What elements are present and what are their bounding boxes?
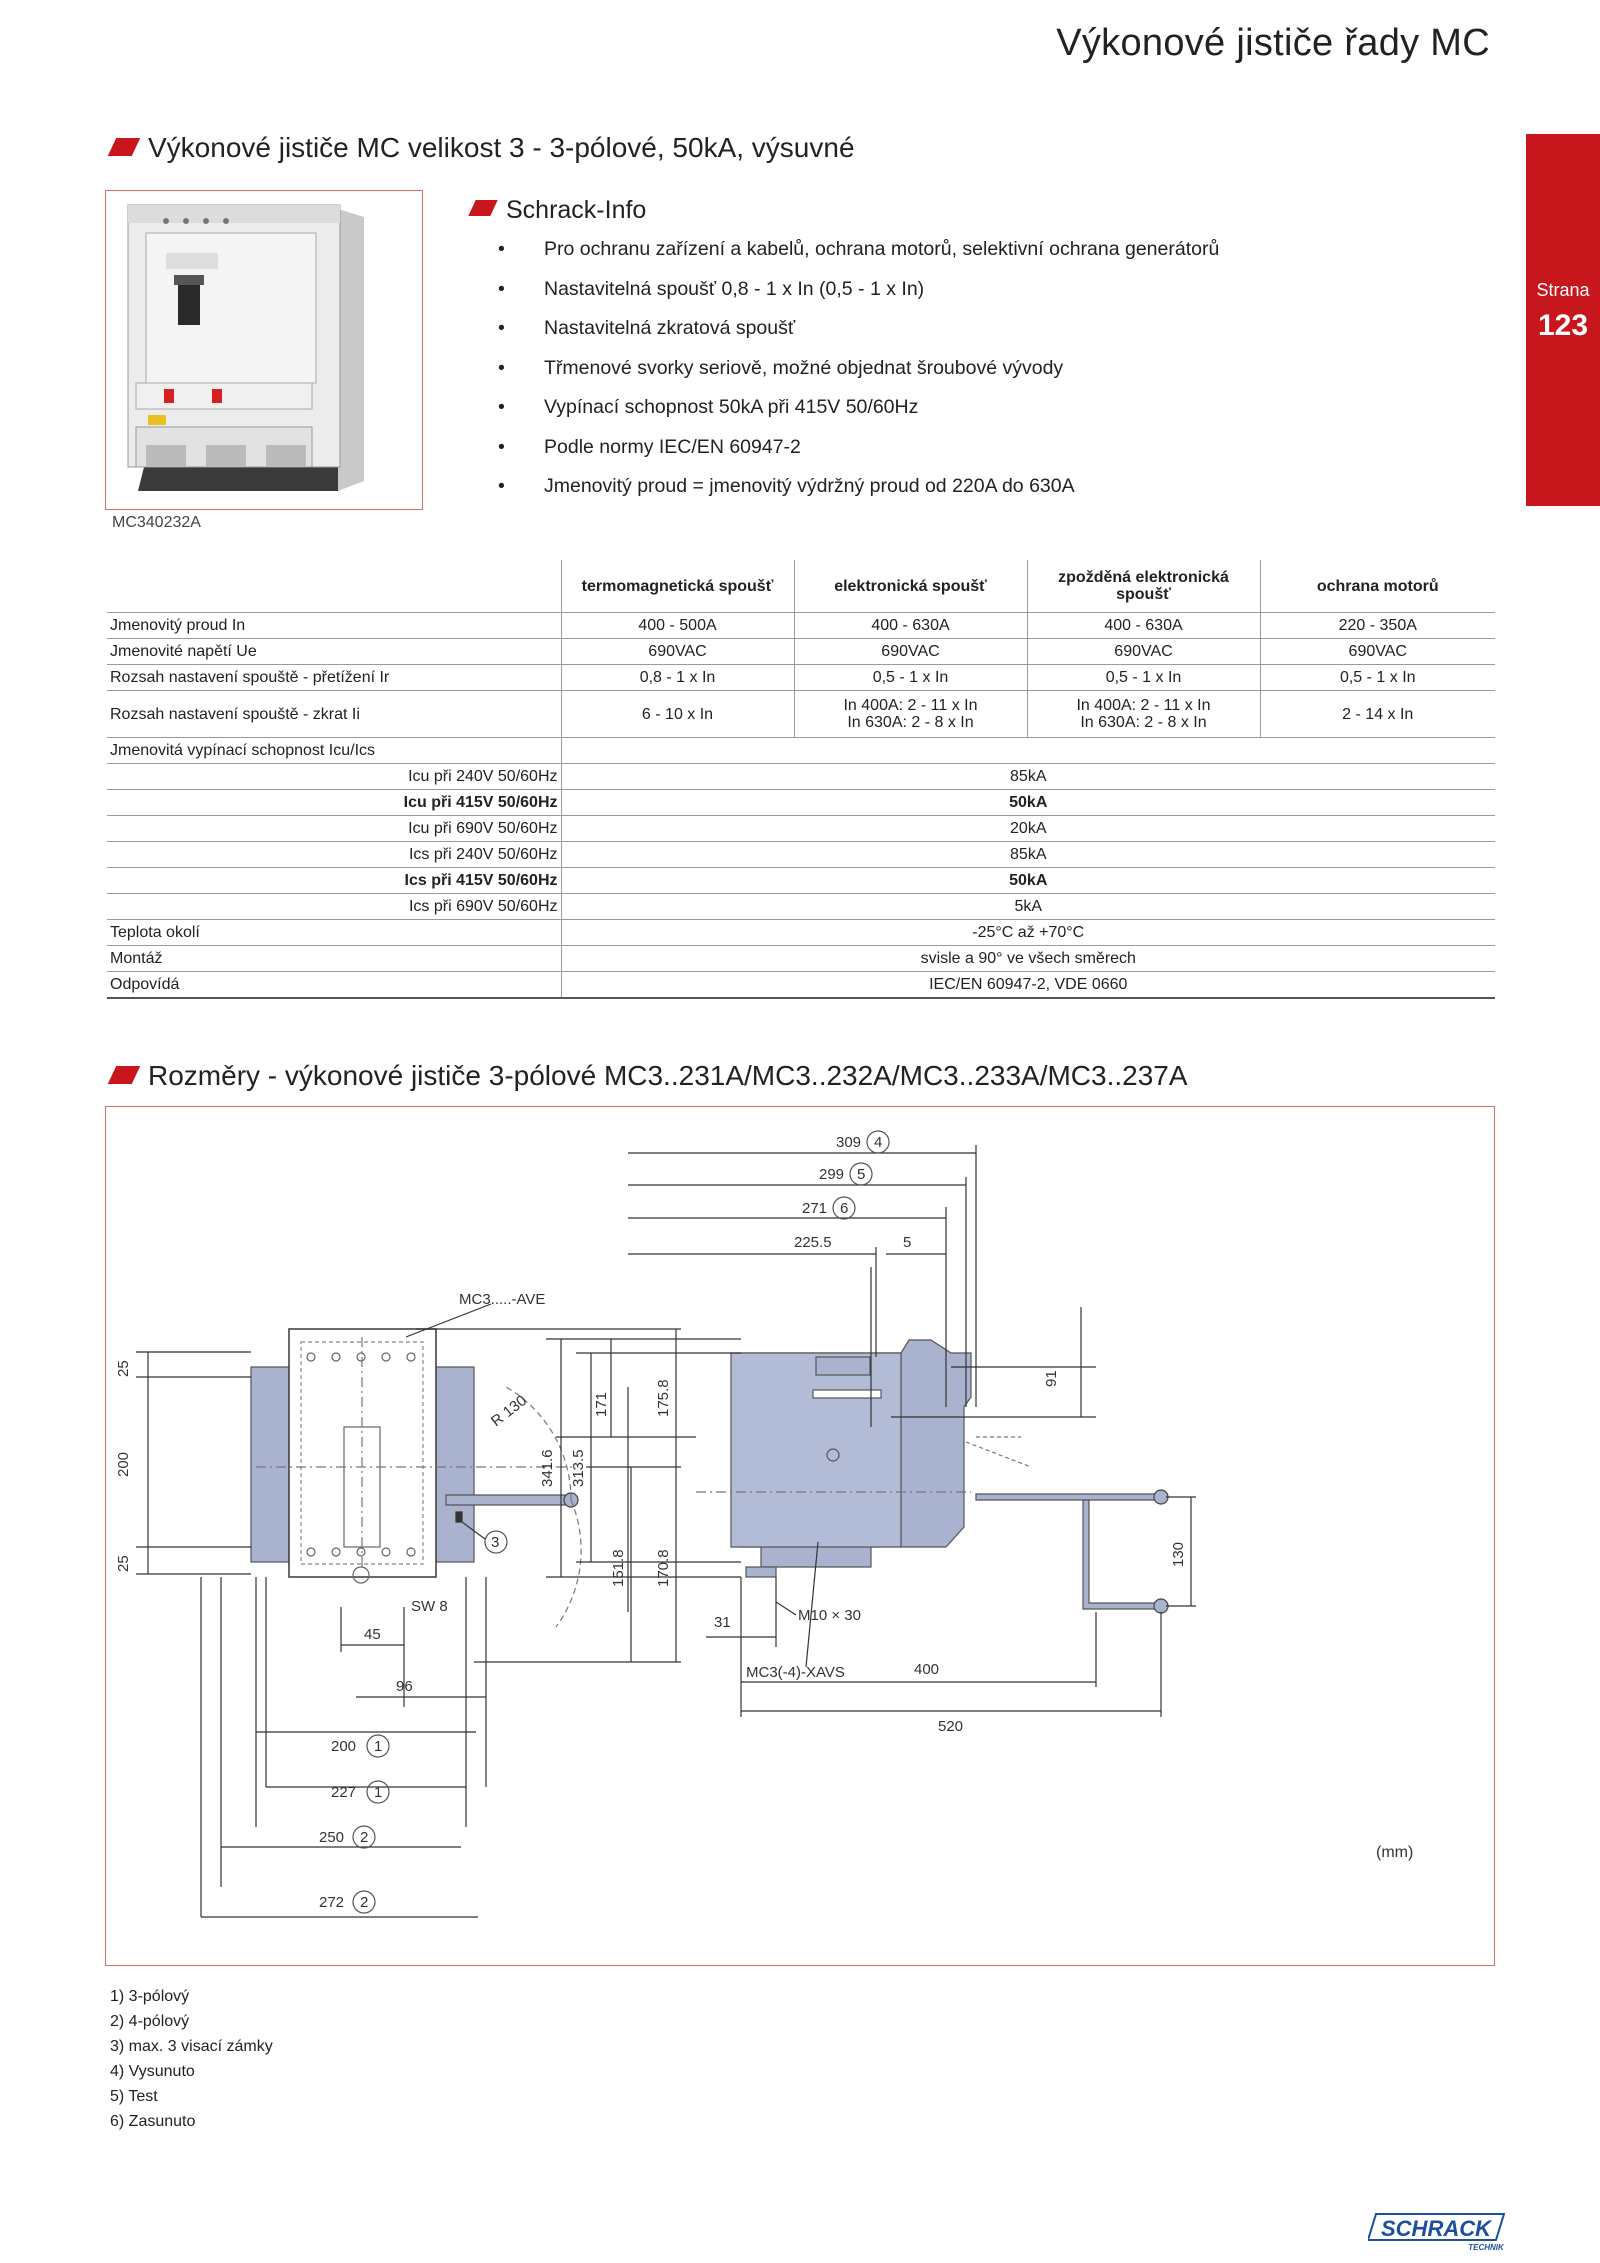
row-label: Ics při 240V 50/60Hz xyxy=(107,842,561,868)
footnote: 5) Test xyxy=(110,2088,158,2105)
table-cell: 400 - 500A xyxy=(561,613,794,639)
product-image xyxy=(105,190,423,510)
circled-2: 2 xyxy=(360,1894,369,1911)
table-cell: 0,5 - 1 x In xyxy=(1027,665,1260,691)
circled-5: 5 xyxy=(857,1166,866,1183)
row-label: Icu při 415V 50/60Hz xyxy=(107,790,561,816)
page-number: 123 xyxy=(1537,309,1589,342)
spec-table xyxy=(107,560,1495,999)
circled-1: 1 xyxy=(374,1784,383,1801)
table-row xyxy=(107,764,1495,790)
circled-4: 4 xyxy=(874,1134,883,1151)
dim-label: 299 xyxy=(819,1166,845,1183)
table-row xyxy=(107,790,1495,816)
footnote: 3) max. 3 visací zámky xyxy=(110,2038,273,2055)
table-cell: 0,8 - 1 x In xyxy=(561,665,794,691)
dim-label: 45 xyxy=(364,1626,381,1643)
feature-item: • Podle normy IEC/EN 60947-2 xyxy=(498,435,801,458)
circled-1: 1 xyxy=(374,1738,383,1755)
table-cell: 5kA xyxy=(561,894,1495,920)
footnote: 4) Vysunuto xyxy=(110,2063,195,2080)
table-cell: 690VAC xyxy=(794,639,1027,665)
column-header: ochrana motorů xyxy=(1260,560,1495,613)
circled-3: 3 xyxy=(491,1534,500,1551)
heading-marker-icon xyxy=(468,200,497,216)
xavs-label: MC3(-4)-XAVS xyxy=(746,1664,845,1681)
table-cell: 690VAC xyxy=(1260,639,1495,665)
table-cell: 50kA xyxy=(561,790,1495,816)
table-cell: svisle a 90° ve všech směrech xyxy=(561,946,1495,972)
row-label: Icu při 690V 50/60Hz xyxy=(107,816,561,842)
table-header-row xyxy=(107,560,1495,613)
dim-label: 341.6 xyxy=(539,1449,556,1487)
column-header: termomagnetická spoušť xyxy=(561,560,794,613)
section-heading-product xyxy=(112,132,855,164)
column-header: zpožděná elektronická spoušť xyxy=(1027,560,1260,613)
dim-label: 25 xyxy=(115,1555,132,1572)
footnote: 1) 3-pólový xyxy=(110,1988,190,2005)
table-cell: In 400A: 2 - 11 x In In 630A: 2 - 8 x In xyxy=(794,691,1027,738)
page-number-tab xyxy=(1526,134,1600,506)
table-cell: 690VAC xyxy=(561,639,794,665)
table-row xyxy=(107,816,1495,842)
dim-label: 151.8 xyxy=(610,1549,627,1587)
feature-item: • Vypínací schopnost 50kA při 415V 50/60Hz xyxy=(498,396,919,418)
dim-label: 96 xyxy=(396,1678,413,1695)
logo-text: SCHRACK xyxy=(1381,2216,1491,2241)
dim-label: 5 xyxy=(903,1234,912,1251)
dim-label: 25 xyxy=(115,1360,132,1377)
feature-item: • Nastavitelná spoušť 0,8 - 1 x In (0,5 - 1 x In) xyxy=(498,277,925,300)
footnote: 6) Zasunuto xyxy=(110,2113,196,2130)
circled-2: 2 xyxy=(360,1829,369,1846)
dim-label: 520 xyxy=(938,1718,964,1735)
dim-label: 175.8 xyxy=(655,1379,672,1417)
schrack-logo xyxy=(1368,2210,1508,2257)
dim-label: 130 xyxy=(1170,1541,1187,1567)
dim-label: 227 xyxy=(331,1784,357,1801)
table-row xyxy=(107,665,1495,691)
dim-label: 400 xyxy=(914,1661,940,1678)
feature-item: • Pro ochranu zařízení a kabelů, ochrana motorů, selektivní ochrana generátorů xyxy=(498,238,1220,260)
table-row xyxy=(107,920,1495,946)
table-cell: 400 - 630A xyxy=(1027,613,1260,639)
table-row xyxy=(107,972,1495,999)
ave-label: MC3.....-AVE xyxy=(459,1291,546,1308)
table-cell: In 400A: 2 - 11 x In In 630A: 2 - 8 x In xyxy=(1027,691,1260,738)
row-label: Ics při 690V 50/60Hz xyxy=(107,894,561,920)
page-title: Výkonové jističe řady MC xyxy=(1056,22,1490,64)
dim-label: 91 xyxy=(1043,1370,1060,1387)
feature-item: • Nastavitelná zkratová spoušť xyxy=(498,317,796,339)
feature-item: • Jmenovitý proud = jmenovitý výdržný proud od 220A do 630A xyxy=(498,475,1075,497)
dim-label: 272 xyxy=(319,1894,345,1911)
row-label: Jmenovité napětí Ue xyxy=(107,639,561,665)
table-row xyxy=(107,613,1495,639)
dimension-drawing-svg xyxy=(106,1107,1493,1964)
row-label: Rozsah nastavení spouště - zkrat Ii xyxy=(107,691,561,738)
table-cell: 50kA xyxy=(561,868,1495,894)
table-cell: 85kA xyxy=(561,764,1495,790)
row-label: Teplota okolí xyxy=(107,920,561,946)
radius-label: R 130 xyxy=(487,1392,531,1431)
circled-6: 6 xyxy=(840,1200,849,1217)
column-header: elektronická spoušť xyxy=(794,560,1027,613)
row-label: Ics při 415V 50/60Hz xyxy=(107,868,561,894)
dim-label: 313.5 xyxy=(570,1449,587,1487)
unit-label: (mm) xyxy=(1376,1844,1414,1861)
page-label: Strana xyxy=(1536,280,1590,300)
dim-label: 200 xyxy=(115,1451,132,1477)
footnote: 2) 4-pólový xyxy=(110,2013,190,2030)
schrack-logo-graphic xyxy=(1368,2210,1508,2252)
dim-label: 170.8 xyxy=(655,1549,672,1587)
row-label: Jmenovitá vypínací schopnost Icu/Ics xyxy=(107,738,561,764)
image-caption: MC340232A xyxy=(112,514,201,531)
dim-label: 271 xyxy=(802,1200,828,1217)
row-label: Rozsah nastavení spouště - přetížení Ir xyxy=(107,665,561,691)
dim-label: 309 xyxy=(836,1134,862,1151)
table-cell: 20kA xyxy=(561,816,1495,842)
side-view xyxy=(539,1131,1413,1861)
table-cell: 2 - 14 x In xyxy=(1260,691,1495,738)
table-cell: 0,5 - 1 x In xyxy=(794,665,1027,691)
table-row xyxy=(107,946,1495,972)
section-title: Výkonové jističe MC velikost 3 - 3-pólové, 50kA, výsuvné xyxy=(148,132,855,163)
table-cell: 6 - 10 x In xyxy=(561,691,794,738)
circuit-breaker-illustration xyxy=(106,191,421,508)
table-row xyxy=(107,639,1495,665)
table-row xyxy=(107,691,1495,738)
table-row xyxy=(107,842,1495,868)
feature-item: • Třmenové svorky seriově, možné objednat šroubové vývody xyxy=(498,356,1064,379)
section-heading-dimensions xyxy=(112,1060,1188,1092)
dim-label: 31 xyxy=(714,1614,731,1631)
dim-label: 171 xyxy=(593,1391,610,1417)
table-row xyxy=(107,894,1495,920)
heading-marker-icon xyxy=(108,1066,140,1084)
table-cell: 220 - 350A xyxy=(1260,613,1495,639)
m10-label: M10 × 30 xyxy=(798,1607,861,1624)
logo-subtext: TECHNIK xyxy=(1468,2243,1504,2252)
table-row xyxy=(107,868,1495,894)
dim-label: 200 xyxy=(331,1738,357,1755)
row-label: Jmenovitý proud In xyxy=(107,613,561,639)
section-title: Rozměry - výkonové jističe 3-pólové MC3..231A/MC3..232A/MC3..233A/MC3..237A xyxy=(148,1060,1188,1091)
row-label: Odpovídá xyxy=(107,972,561,999)
table-cell: 0,5 - 1 x In xyxy=(1260,665,1495,691)
table-cell: 400 - 630A xyxy=(794,613,1027,639)
dim-label: 250 xyxy=(319,1829,345,1846)
row-label: Montáž xyxy=(107,946,561,972)
feature-list xyxy=(498,238,1220,515)
front-view xyxy=(115,1291,681,1917)
dim-label: 225.5 xyxy=(794,1234,832,1251)
table-row xyxy=(107,738,1495,764)
heading-marker-icon xyxy=(108,138,140,156)
info-title: Schrack-Info xyxy=(506,196,647,224)
table-cell xyxy=(561,738,1495,764)
table-cell: IEC/EN 60947-2, VDE 0660 xyxy=(561,972,1495,999)
table-cell: 690VAC xyxy=(1027,639,1260,665)
dimension-drawing xyxy=(105,1106,1495,1966)
schrack-info-heading xyxy=(472,196,646,225)
table-cell: 85kA xyxy=(561,842,1495,868)
table-cell: -25°C až +70°C xyxy=(561,920,1495,946)
sw-label: SW 8 xyxy=(411,1598,448,1615)
row-label: Icu při 240V 50/60Hz xyxy=(107,764,561,790)
